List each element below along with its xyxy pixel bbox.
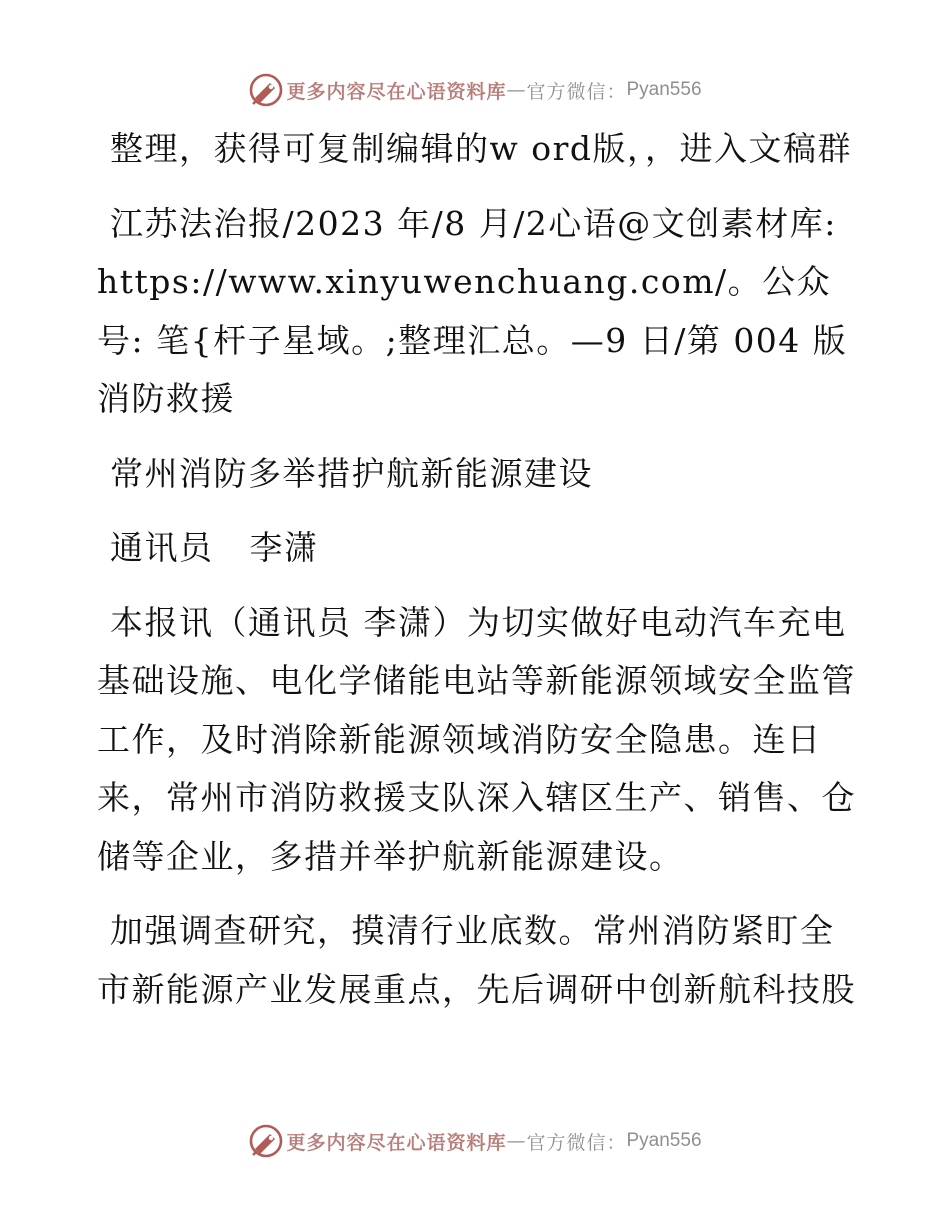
banner-main-text: 更多内容尽在心语资料库 xyxy=(286,80,507,103)
pen-nib-logo-icon xyxy=(248,1123,284,1159)
banner-dash: — xyxy=(506,1130,527,1152)
paragraph: 本报讯（通讯员 李潇）为切实做好电动汽车充电基础设施、电化学储能电站等新能源领域安全监管工作，及时消除新能源领域消防安全隐患。连日来，常州市消防救援支队深入辖区生产、销售、仓储等企业，多措并举护航新能源建设。 xyxy=(97,602,856,876)
article-byline: 通讯员 李潇 xyxy=(110,528,319,567)
pen-nib-logo-icon xyxy=(248,72,284,108)
banner-wechat-id: Pyan556 xyxy=(626,1130,702,1151)
banner-main-text: 更多内容尽在心语资料库 xyxy=(286,1131,507,1154)
paragraph: 江苏法治报/2023 年/8 月/2心语@文创素材库: https://www.xinyuwenchuang.com/。公众号: 笔{杆子星域。;整理汇总。—9 日/第 004 版消防救援 xyxy=(97,203,849,418)
paragraph: 加强调查研究，摸清行业底数。常州消防紧盯全市新能源产业发展重点，先后调研中创新航科技股 xyxy=(97,911,856,1009)
banner-wechat-label: 官方微信： xyxy=(526,1131,627,1154)
header-banner xyxy=(0,70,950,110)
document-body xyxy=(97,120,857,1035)
banner-dash: — xyxy=(506,79,527,101)
paragraph: 整理，获得可复制编辑的w ord版，，进入文稿群 xyxy=(110,129,853,168)
banner-wechat-id: Pyan556 xyxy=(626,79,702,100)
banner-wechat-label: 官方微信： xyxy=(526,80,627,103)
footer-banner xyxy=(0,1121,950,1161)
article-title: 常州消防多举措护航新能源建设 xyxy=(110,453,593,493)
